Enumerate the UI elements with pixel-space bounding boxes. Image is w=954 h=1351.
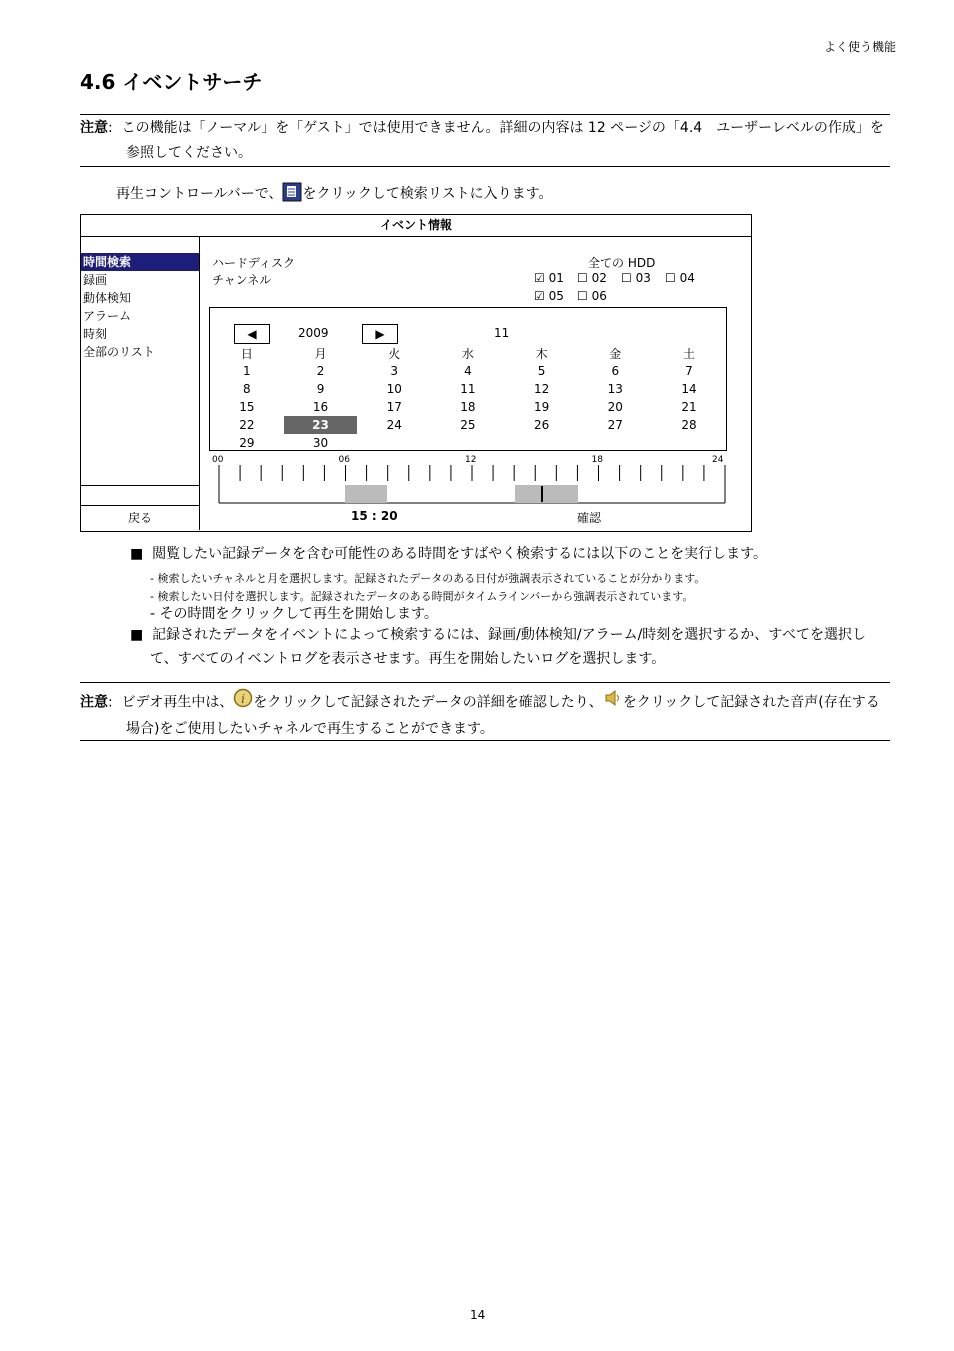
note-2-line2: 場合)をご使用したいチャネルで再生することができます。: [126, 721, 494, 737]
calendar-day[interactable]: 2: [316, 364, 325, 378]
calendar-day[interactable]: 27: [607, 418, 623, 432]
intro-text: [116, 182, 553, 206]
note-label: 注意: [80, 694, 108, 711]
back-button[interactable]: 戻る: [127, 511, 152, 525]
menu-footer-sep: [81, 505, 199, 506]
menu-item-full-list[interactable]: 全部のリスト: [83, 345, 155, 359]
calendar-year: 2009: [298, 326, 329, 340]
calendar-day[interactable]: 1: [243, 364, 251, 378]
calendar-month: 11: [494, 326, 510, 340]
calendar-day[interactable]: 6: [611, 364, 620, 378]
weekday-header: 木: [535, 346, 548, 361]
channel-label: チャンネル: [212, 273, 272, 287]
speaker-icon: [603, 688, 623, 717]
channel-03[interactable]: [621, 271, 651, 285]
calendar-day[interactable]: 19: [533, 400, 550, 414]
event-info-panel: [80, 214, 752, 532]
calendar-day[interactable]: 4: [464, 364, 472, 378]
timeline-recorded-segment[interactable]: [345, 485, 387, 503]
timeline-hour-label: 18: [591, 455, 603, 465]
info-icon: [233, 688, 253, 717]
calendar-day[interactable]: 29: [239, 436, 255, 450]
running-header: よく使う機能: [823, 40, 896, 54]
calendar-day[interactable]: 8: [243, 382, 251, 396]
timeline-hour-label: 00: [212, 455, 224, 465]
note-1-line2: 参照してください。: [126, 145, 252, 161]
note-2-part1: ビデオ再生中は、: [121, 694, 234, 711]
timeline-hour-label: 12: [465, 455, 477, 465]
calendar-day[interactable]: 23: [284, 416, 358, 434]
menu-item-alarm[interactable]: アラーム: [83, 309, 132, 323]
weekday-header: 水: [461, 346, 474, 361]
calendar-day[interactable]: 20: [607, 400, 623, 414]
calendar-grid: [210, 344, 726, 452]
checkbox-icon: ☐: [621, 271, 632, 285]
calendar-empty: [578, 434, 652, 452]
weekday-header: 火: [388, 346, 401, 361]
calendar-empty: [357, 434, 431, 452]
calendar-day[interactable]: 25: [460, 418, 476, 432]
calendar-day[interactable]: 26: [533, 418, 550, 432]
calendar: [209, 307, 727, 451]
calendar-day[interactable]: 21: [681, 400, 697, 414]
calendar-day[interactable]: 24: [386, 418, 402, 432]
section-title: 4.6 イベントサーチ: [80, 70, 263, 94]
timeline-recorded-segment[interactable]: [515, 485, 578, 503]
page-number: 14: [470, 1308, 486, 1322]
channel-id: 01: [548, 271, 564, 285]
note-label: 注意: [80, 120, 108, 136]
divider: [80, 740, 890, 741]
sub-step-2: - 検索したい日付を選択します。記録されたデータのある時間がタイムラインバーから強調表示されています。: [150, 590, 694, 603]
channel-01[interactable]: [534, 271, 564, 285]
timeline-hour-label: 24: [712, 455, 724, 465]
calendar-day[interactable]: 11: [460, 382, 476, 396]
calendar-day[interactable]: 15: [239, 400, 255, 414]
menu-item-time[interactable]: 時刻: [83, 327, 108, 341]
menu-divider: [199, 236, 200, 485]
calendar-day[interactable]: 16: [312, 400, 329, 414]
calendar-empty: [652, 434, 726, 452]
note-1-line1: この機能は「ノーマル」を「ゲスト」では使用できません。詳細の内容は 12 ページの「4.4 ユーザーレベルの作成」を: [121, 120, 884, 136]
confirm-button[interactable]: 確認: [577, 511, 602, 525]
checkbox-checked-icon: ☑: [534, 289, 545, 303]
bullet-1-text: 閲覧したい記録データを含む可能性のある時間をすばやく検索するには以下のことを実行します。: [152, 546, 768, 562]
weekday-header: 金: [609, 346, 622, 361]
bullet-2-line1: 記録されたデータをイベントによって検索するには、録画/動体検知/アラーム/時刻を選択するか、すべてを選択し: [152, 627, 867, 643]
sub-step-1: - 検索したいチャネルと月を選択します。記録されたデータのある日付が強調表示されていることが分かります。: [150, 572, 706, 585]
channel-id: 04: [679, 271, 695, 285]
sub-step-3: - その時間をクリックして再生を開始します。: [150, 606, 438, 622]
calendar-day[interactable]: 7: [685, 364, 693, 378]
channel-id: 06: [591, 289, 607, 303]
calendar-day[interactable]: 28: [681, 418, 697, 432]
bullet-1: [130, 542, 890, 566]
note-1: [80, 116, 884, 166]
channel-id: 02: [591, 271, 607, 285]
bullet-icon: ■: [130, 627, 144, 643]
calendar-day[interactable]: 17: [386, 400, 402, 414]
calendar-day[interactable]: 18: [460, 400, 476, 414]
checkbox-checked-icon: ☑: [534, 271, 545, 285]
calendar-day[interactable]: 13: [607, 382, 623, 396]
channel-id: 03: [635, 271, 651, 285]
calendar-day[interactable]: 12: [533, 382, 550, 396]
note-2-part3: をクリックして記録された音声(存在する: [622, 694, 880, 711]
note-sep: :: [108, 120, 113, 136]
calendar-day[interactable]: 10: [386, 382, 402, 396]
divider: [80, 114, 890, 115]
weekday-header: 日: [240, 346, 253, 361]
selected-time: 15 : 20: [351, 509, 398, 523]
bullet-2-line2: て、すべてのイベントログを表示させます。再生を開始したいログを選択します。: [150, 651, 666, 667]
timeline-hour-label: 06: [338, 455, 350, 465]
note-2-part2: をクリックして記録されたデータの詳細を確認したり、: [253, 694, 603, 711]
channel-id: 05: [548, 289, 564, 303]
channel-04[interactable]: [665, 271, 695, 285]
calendar-day[interactable]: 9: [316, 382, 325, 396]
intro-before: 再生コントロールバーで、: [116, 186, 283, 202]
calendar-day[interactable]: 5: [537, 364, 546, 378]
calendar-empty: [505, 434, 579, 452]
note-2: [80, 688, 880, 742]
divider: [80, 682, 890, 683]
calendar-day[interactable]: 3: [390, 364, 399, 378]
calendar-day[interactable]: 14: [681, 382, 697, 396]
menu-item-motion[interactable]: 動体検知: [83, 291, 132, 305]
checkbox-icon: ☐: [665, 271, 676, 285]
search-list-icon: [282, 182, 302, 206]
calendar-empty: [431, 434, 505, 452]
channel-05[interactable]: [534, 289, 564, 303]
calendar-day[interactable]: 22: [239, 418, 255, 432]
intro-after: をクリックして検索リストに入ります。: [302, 186, 553, 202]
channel-06[interactable]: [577, 289, 607, 303]
note-sep: :: [108, 694, 113, 711]
hdd-select[interactable]: 全ての HDD: [588, 256, 656, 270]
next-month-button[interactable]: ▶: [362, 324, 398, 344]
weekday-header: 月: [314, 346, 327, 361]
checkbox-icon: ☐: [577, 289, 588, 303]
menu-item-time-search[interactable]: 時間検索: [81, 253, 200, 271]
divider: [80, 166, 890, 167]
svg-text:i: i: [241, 692, 246, 706]
checkbox-icon: ☐: [577, 271, 588, 285]
weekday-header: 土: [682, 346, 695, 361]
channel-02[interactable]: [577, 271, 607, 285]
event-menu: [81, 253, 200, 361]
menu-item-record[interactable]: 録画: [83, 273, 108, 287]
bullet-2: [130, 623, 890, 671]
calendar-day[interactable]: 30: [312, 436, 329, 450]
bullet-icon: ■: [130, 546, 144, 562]
panel-title: イベント情報: [81, 215, 751, 237]
prev-month-button[interactable]: ◀: [234, 324, 270, 344]
hdd-label: ハードディスク: [212, 256, 296, 270]
